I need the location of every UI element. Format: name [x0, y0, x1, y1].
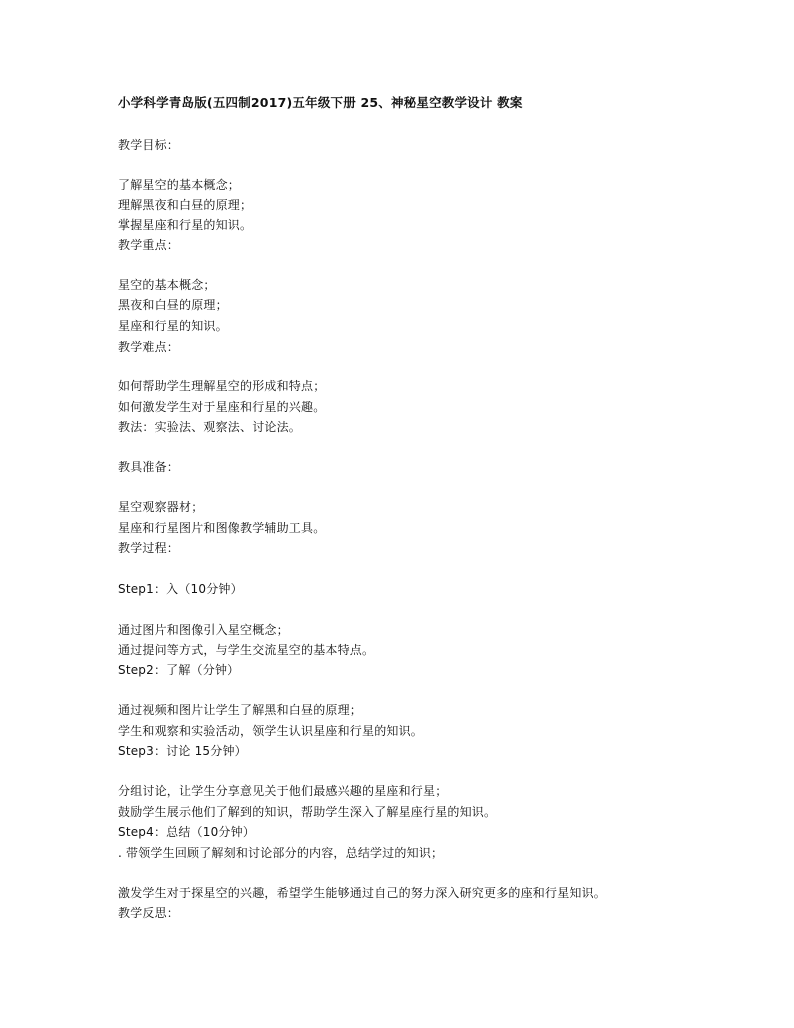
document-title: 小学科学青岛版(五四制2017)五年级下册 25、神秘星空教学设计 教案: [118, 95, 523, 110]
text-line: 星空的基本概念；: [118, 278, 216, 292]
text-line: 黑夜和白昼的原理；: [118, 298, 228, 312]
section-heading-objectives: 教学目标：: [118, 138, 180, 152]
text-line: 掌握星座和行星的知识。: [118, 218, 253, 232]
text-line: 分组讨论，让学生分享意见关于他们最感兴趣的星座和行星；: [118, 784, 448, 798]
section-heading-difficulties: 教学难点：: [118, 340, 180, 354]
text-line: 鼓励学生展示他们了解到的知识，帮助学生深入了解星座行星的知识。: [118, 805, 497, 819]
text-line: 了解星空的基本概念；: [118, 178, 241, 192]
text-line: 如何帮助学生理解星空的形成和特点；: [118, 379, 326, 393]
step-heading: Step3：讨论 15分钟）: [118, 744, 247, 758]
step-heading: Step2：了解（分钟）: [118, 663, 240, 677]
teaching-methods: 教法：实验法、观察法、讨论法。: [118, 420, 302, 434]
text-line: 星座和行星图片和图像教学辅助工具。: [118, 521, 326, 535]
section-heading-materials: 教具准备：: [118, 460, 180, 474]
text-line: 学生和观察和实验活动，领学生认识星座和行星的知识。: [118, 724, 424, 738]
text-line: 通过提问等方式，与学生交流星空的基本特点。: [118, 643, 375, 657]
text-line: 如何激发学生对于星座和行星的兴趣。: [118, 400, 326, 414]
text-line: 星座和行星的知识。: [118, 319, 228, 333]
step-heading: Step4：总结（10分钟）: [118, 825, 256, 839]
step-heading: Step1：入（10分钟）: [118, 582, 243, 596]
text-line: 通过图片和图像引入星空概念；: [118, 623, 289, 637]
section-heading-key-points: 教学重点：: [118, 238, 180, 252]
text-line: . 带领学生回顾了解刻和讨论部分的内容，总结学过的知识；: [118, 846, 444, 860]
section-heading-process: 教学过程：: [118, 541, 180, 555]
text-line: 激发学生对于探星空的兴趣，希望学生能够通过自己的努力深入研究更多的座和行星知识。: [118, 886, 607, 900]
text-line: 理解黑夜和白昼的原理；: [118, 198, 253, 212]
text-line: 星空观察器材；: [118, 500, 204, 514]
text-line: 通过视频和图片让学生了解黑和白昼的原理；: [118, 703, 363, 717]
section-heading-reflection: 教学反思：: [118, 906, 180, 920]
